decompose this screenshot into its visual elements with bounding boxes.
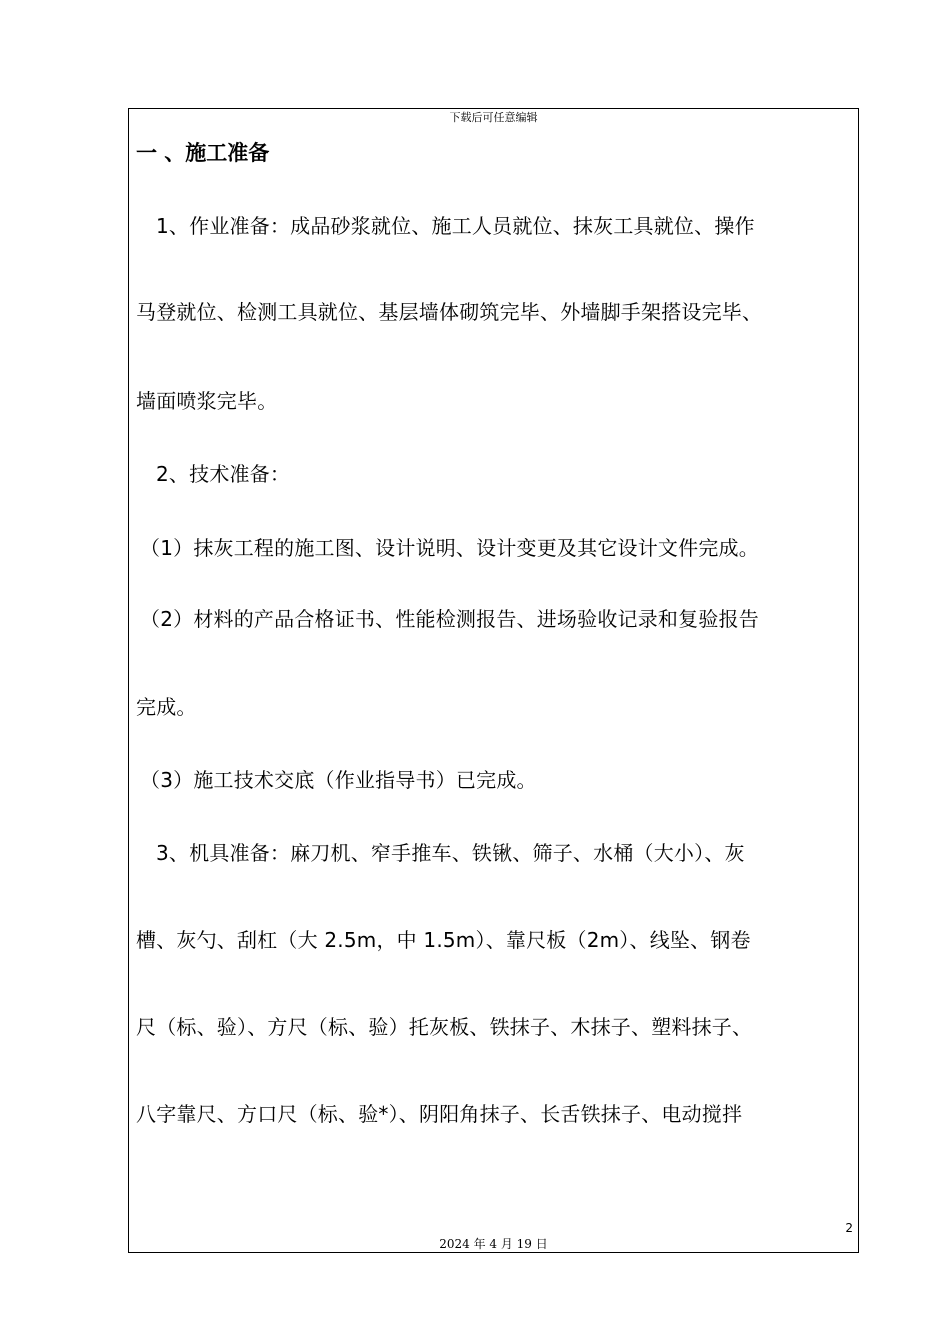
paragraph-line: 3、机具准备：麻刀机、窄手推车、铁锹、筛子、水桶（大小）、灰 bbox=[156, 841, 745, 865]
paragraph-line: 完成。 bbox=[136, 695, 197, 719]
paragraph-line: （3）施工技术交底（作业指导书）已完成。 bbox=[140, 768, 537, 792]
page-number: 2 bbox=[845, 1221, 853, 1235]
paragraph-line: （2）材料的产品合格证书、性能检测报告、进场验收记录和复验报告 bbox=[140, 607, 759, 631]
paragraph-line: 2、技术准备： bbox=[156, 462, 291, 486]
footer-date: 2024 年 4 月 19 日 bbox=[439, 1237, 548, 1251]
paragraph-line: （1）抹灰工程的施工图、设计说明、设计变更及其它设计文件完成。 bbox=[140, 536, 759, 560]
header-note: 下载后可任意编辑 bbox=[449, 111, 538, 124]
paragraph-line: 1、作业准备：成品砂浆就位、施工人员就位、抹灰工具就位、操作 bbox=[156, 214, 755, 238]
document-frame bbox=[128, 108, 859, 1253]
paragraph-line: 槽、灰勺、刮杠（大 2.5m，中 1.5m）、靠尺板（2m）、线坠、钢卷 bbox=[136, 928, 751, 952]
paragraph-line: 八字靠尺、方口尺（标、验*）、阴阳角抹子、长舌铁抹子、电动搅拌 bbox=[136, 1102, 743, 1126]
paragraph-line: 马登就位、检测工具就位、基层墙体砌筑完毕、外墙脚手架搭设完毕、 bbox=[136, 300, 763, 324]
section-heading: 一 、施工准备 bbox=[136, 141, 270, 165]
paragraph-line: 尺（标、验）、方尺（标、验）托灰板、铁抹子、木抹子、塑料抹子、 bbox=[136, 1015, 753, 1039]
paragraph-line: 墙面喷浆完毕。 bbox=[136, 389, 278, 413]
